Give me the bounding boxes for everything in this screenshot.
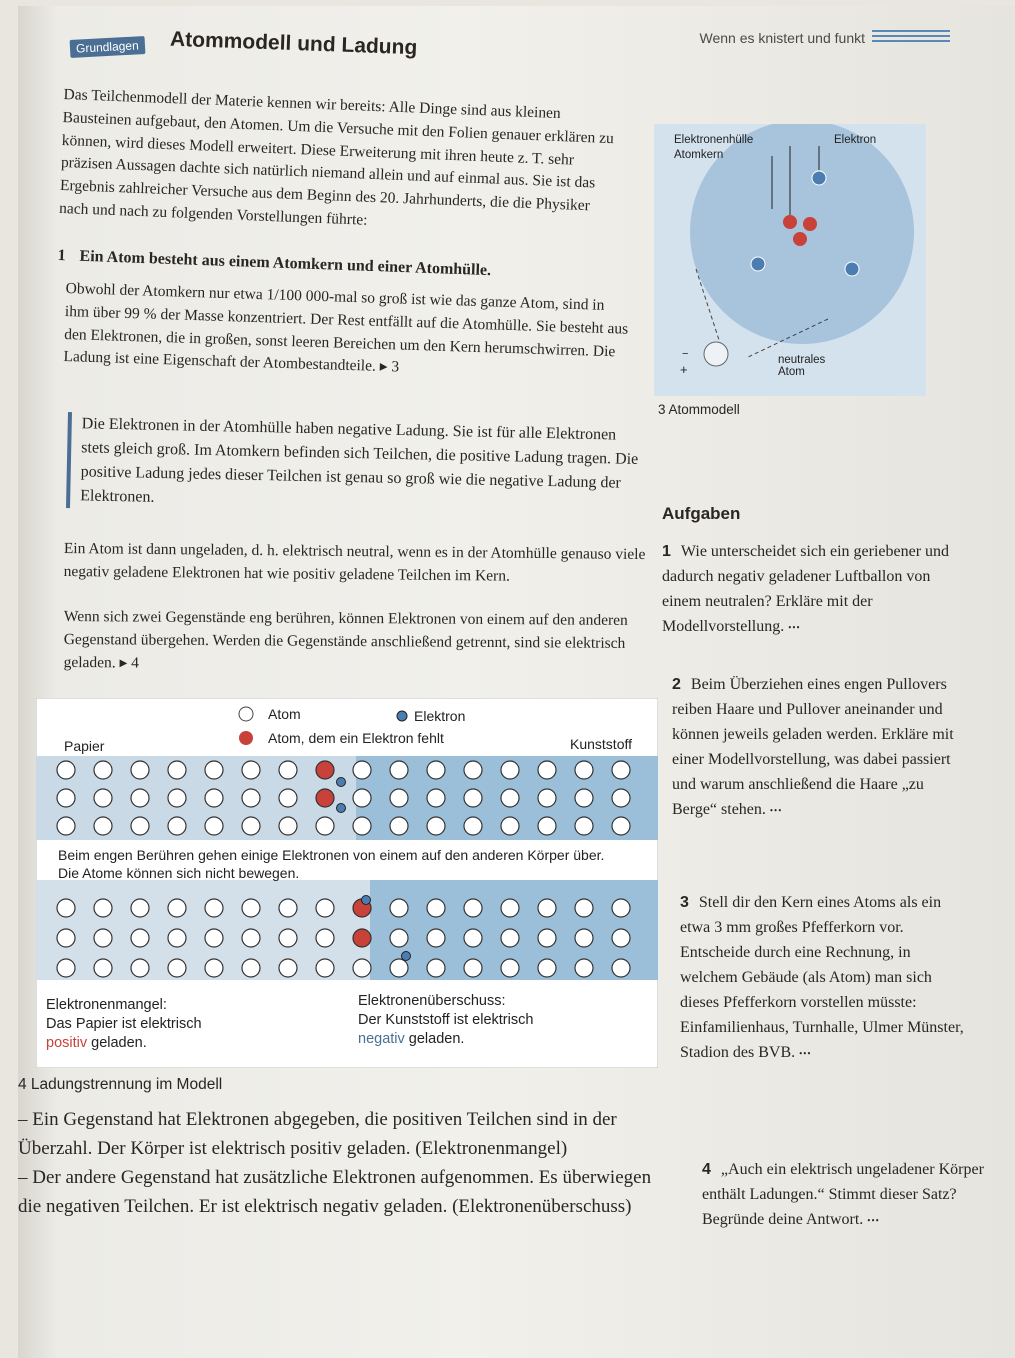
- charge-figure-caption: 4 Ladungstrennung im Modell: [18, 1076, 223, 1093]
- task-3: [680, 891, 970, 1066]
- electron-3: [845, 262, 859, 276]
- section-heading-text: Ein Atom besteht aus einem Atomkern und einer Atomhülle.: [79, 247, 492, 280]
- atom: [464, 761, 482, 779]
- atom: [538, 817, 556, 835]
- atom: [279, 817, 297, 835]
- atom: [390, 959, 408, 977]
- atom-missing-electron: [316, 761, 334, 779]
- legend-atom-label: Atom: [268, 706, 301, 722]
- atom: [131, 789, 149, 807]
- proton-1: [783, 215, 797, 229]
- atom: [57, 761, 75, 779]
- excess-line2: geladen.: [408, 1030, 465, 1047]
- difficulty-dots: •••: [769, 805, 783, 816]
- difficulty-dots: •••: [788, 622, 801, 633]
- atom: [131, 929, 149, 947]
- difficulty-dots: •••: [867, 1215, 880, 1226]
- chapter-header: Wenn es knistert und funkt: [699, 30, 865, 46]
- atom: [94, 959, 112, 977]
- atom: [168, 959, 186, 977]
- atom: [242, 817, 260, 835]
- label-neutrales-atom: neutrales Atom: [778, 354, 826, 378]
- paragraph-contact: Wenn sich zwei Gegenstände eng berühren, können Elektronen von einem auf den anderen Gegenstand übergehen. Werden die Gegenstände anschließend getrennt, sind sie elektrisch geladen. ▸ 4: [63, 607, 628, 672]
- electron-1: [812, 171, 826, 185]
- legend-elektron-label: Elektron: [414, 708, 466, 724]
- atom: [168, 761, 186, 779]
- difficulty-dots: •••: [799, 1048, 812, 1059]
- atom: [205, 959, 223, 977]
- excess-line1: Der Kunststoff ist elektrisch: [358, 1011, 534, 1028]
- electron-excess-text: [358, 992, 533, 1049]
- atom-model-figure: [654, 124, 926, 396]
- atom: [57, 789, 75, 807]
- atom: [168, 929, 186, 947]
- positive-word: positiv: [46, 1034, 88, 1051]
- atom: [168, 817, 186, 835]
- atom: [316, 929, 334, 947]
- label-papier: Papier: [64, 738, 105, 754]
- atom: [57, 959, 75, 977]
- atom: [464, 929, 482, 947]
- atom: [612, 789, 630, 807]
- atom: [131, 899, 149, 917]
- electron-dot: [402, 952, 411, 961]
- electron-shortage-text: [46, 996, 202, 1053]
- task-number: 4: [702, 1161, 711, 1178]
- atom: [427, 959, 445, 977]
- task-number: 1: [662, 543, 671, 560]
- atom: [316, 899, 334, 917]
- atom: [464, 959, 482, 977]
- label-atomkern: Atomkern: [674, 149, 724, 161]
- bullet-item-negative: – Der andere Gegenstand hat zusätzliche Elektronen aufgenommen. Es überwiegen die negativen Teilchen. Er ist elektrisch negativ geladen. (Elektronenüberschuss): [18, 1166, 652, 1217]
- bullet-item-positive: – Ein Gegenstand hat Elektronen abgegeben, die positiven Teilchen sind in der Überzahl. Der Körper ist elektrisch positiv geladen. (Elektronenmangel): [18, 1109, 617, 1159]
- atom: [390, 929, 408, 947]
- atom: [57, 899, 75, 917]
- atom: [205, 789, 223, 807]
- atom: [94, 899, 112, 917]
- label-elektronenhuelle: Elektronenhülle: [674, 134, 754, 146]
- section-paragraph: Obwohl der Atomkern nur etwa 1/100 000-mal so groß ist wie das ganze Atom, sind in ihm über 99 % der Masse konzentriert. Der Rest entfällt auf die Atomhülle. Sie besteht aus den Elektronen, die in großen, sonst leeren Bereichen um den Kern herumschwirren. Die Ladung ist eine Eigenschaft der Atombestandteile. ▸ 3: [63, 279, 629, 376]
- figure-middle-text: Beim engen Berühren gehen einige Elektronen von einem auf den anderen Körper über. Die Atome können sich nicht bewegen.: [58, 847, 605, 882]
- atom: [427, 761, 445, 779]
- intro-paragraph: Das Teilchenmodell der Materie kennen wir bereits: Alle Dinge sind aus kleinen Bausteinen aufgebaut, den Atomen. Um die Versuche mit den Folien genauer erklären zu können, wird dieses Modell erweitert. Diese Erweiterung mit ihren heute z. T. sehr präzisen Aussagen dachte sich natürlich niemand allein und auf einmal aus. Sie ist das Ergebnis zahlreicher Versuche aus dem Beginn des 20. Jahrhunderts, die die Physiker nach und nach zu folgenden Vorstellungen führte:: [58, 85, 615, 229]
- shortage-line1: Das Papier ist elektrisch: [46, 1015, 202, 1032]
- excess-title: Elektronenüberschuss:: [358, 993, 506, 1009]
- bullet-text: Der andere Gegenstand hat zusätzliche Elektronen aufgenommen. Es überwiegen die negativen Teilchen. Er ist elektrisch negativ geladen. (Elektronenüberschuss): [18, 1166, 652, 1217]
- atom: [575, 761, 593, 779]
- atom: [390, 789, 408, 807]
- charge-separation-figure: [36, 698, 658, 1068]
- atom: [242, 761, 260, 779]
- electron-dot: [337, 804, 346, 813]
- atom: [427, 899, 445, 917]
- header-decoration: [872, 30, 950, 45]
- atom: [575, 789, 593, 807]
- electron-2: [751, 257, 765, 271]
- legend-atom-icon: [239, 707, 253, 721]
- task-number: 2: [672, 676, 681, 693]
- atom: [501, 929, 519, 947]
- atom: [94, 817, 112, 835]
- task-text: „Auch ein elektrisch ungeladener Körper enthält Ladungen.“ Stimmt dieser Satz? Begründe deine Antwort.: [702, 1161, 984, 1228]
- atom: [131, 959, 149, 977]
- atom: [353, 959, 371, 977]
- task-text: Wie unterscheidet sich ein geriebener und dadurch negativ geladener Luftballon von einem neutralen? Erkläre mit der Modellvorstellung.: [662, 543, 950, 635]
- atom: [427, 817, 445, 835]
- atom: [205, 761, 223, 779]
- neutral-atom-minus: −: [682, 348, 689, 360]
- atom: [353, 761, 371, 779]
- shortage-title: Elektronenmangel:: [46, 997, 167, 1013]
- atom: [94, 929, 112, 947]
- bullet-text: Ein Gegenstand hat Elektronen abgegeben, die positiven Teilchen sind in der Überzahl. Der Körper ist elektrisch positiv geladen. (Elektronenmangel): [18, 1109, 617, 1159]
- atom: [353, 789, 371, 807]
- legend-missing-icon: [239, 731, 253, 745]
- electron-dot: [362, 896, 371, 905]
- atom-figure-caption: 3 Atommodell: [658, 402, 740, 417]
- section-number: 1: [57, 246, 66, 265]
- atom: [390, 817, 408, 835]
- atom: [612, 929, 630, 947]
- atom: [501, 761, 519, 779]
- atom: [464, 789, 482, 807]
- task-number: 3: [680, 894, 689, 911]
- atom: [168, 789, 186, 807]
- summary-bullets: [18, 1106, 668, 1222]
- papier-block-1: [36, 756, 356, 840]
- atom: [501, 899, 519, 917]
- atom: [612, 817, 630, 835]
- atom-missing-electron: [353, 929, 371, 947]
- atom: [538, 899, 556, 917]
- atom: [501, 789, 519, 807]
- atom: [94, 789, 112, 807]
- atom: [464, 899, 482, 917]
- atom: [538, 761, 556, 779]
- atom: [242, 959, 260, 977]
- paragraph-neutral: Ein Atom ist dann ungeladen, d. h. elektrisch neutral, wenn es in der Atomhülle genauso viele negativ geladene Elektronen hat wie positiv geladene Teilchen im Kern.: [63, 539, 646, 585]
- atom: [575, 817, 593, 835]
- atom: [427, 789, 445, 807]
- atom: [205, 899, 223, 917]
- task-1: [662, 540, 962, 640]
- atom: [501, 817, 519, 835]
- shortage-line2: geladen.: [91, 1034, 147, 1051]
- label-kunststoff: Kunststoff: [570, 736, 633, 752]
- atom: [57, 929, 75, 947]
- atom: [538, 789, 556, 807]
- atom: [205, 817, 223, 835]
- atom: [279, 929, 297, 947]
- electron-dot: [337, 778, 346, 787]
- atom: [538, 959, 556, 977]
- proton-3: [793, 232, 807, 246]
- atom: [390, 899, 408, 917]
- atom: [242, 929, 260, 947]
- atom: [57, 817, 75, 835]
- atom: [279, 959, 297, 977]
- atom: [427, 929, 445, 947]
- atom: [316, 817, 334, 835]
- atom: [612, 899, 630, 917]
- task-text: Beim Überziehen eines engen Pullovers reiben Haare und Pullover aneinander und können jeweils geladen werden. Erkläre mit einer Modellvorstellung, was dabei passiert und warum anschließend die Haare „zu Berge“ stehen.: [672, 676, 954, 818]
- atom: [538, 929, 556, 947]
- atom: [575, 929, 593, 947]
- legend-electron-icon: [397, 711, 407, 721]
- atom-missing-electron: [316, 789, 334, 807]
- task-text: Stell dir den Kern eines Atoms als ein etwa 3 mm großes Pfefferkorn vor. Entscheide durch eine Rechnung, in welchem Gebäude (als Atom) man sich dieses Pfefferkorn vorstellen müsste: Einfamilienhaus, Turnhalle, Ulmer Münster, Stadion des BVB.: [680, 894, 964, 1061]
- neutral-atom-icon: [704, 342, 728, 366]
- atom: [279, 789, 297, 807]
- atom: [575, 899, 593, 917]
- atom: [353, 817, 371, 835]
- atom: [464, 817, 482, 835]
- neutral-atom-plus: +: [680, 362, 688, 377]
- atom: [612, 761, 630, 779]
- negative-word: negativ: [358, 1030, 405, 1047]
- atom: [131, 817, 149, 835]
- page-title: Atommodell und Ladung: [169, 27, 418, 60]
- proton-2: [803, 217, 817, 231]
- atom: [316, 959, 334, 977]
- atom: [575, 959, 593, 977]
- atom: [390, 761, 408, 779]
- atom: [242, 899, 260, 917]
- section-tag: Grundlagen: [70, 36, 146, 58]
- atom: [242, 789, 260, 807]
- task-2: [672, 673, 962, 823]
- label-elektron: Elektron: [834, 134, 877, 146]
- highlight-box: Die Elektronen in der Atomhülle haben negative Ladung. Sie ist für alle Elektronen stets gleich groß. Im Atomkern befinden sich Teilchen, die positive Ladung tragen. Die positive Ladung jedes dieser Teilchen ist genau so groß wie die negative Ladung der Elektronen.: [66, 412, 648, 520]
- atom: [279, 761, 297, 779]
- atom: [205, 929, 223, 947]
- task-4: [702, 1158, 992, 1233]
- atom: [612, 959, 630, 977]
- legend-missing-label: Atom, dem ein Elektron fehlt: [268, 730, 444, 746]
- atom: [131, 761, 149, 779]
- atom: [501, 959, 519, 977]
- atom: [168, 899, 186, 917]
- atom: [279, 899, 297, 917]
- aufgaben-heading: Aufgaben: [662, 504, 741, 523]
- textbook-page: [18, 6, 1015, 1358]
- atom: [94, 761, 112, 779]
